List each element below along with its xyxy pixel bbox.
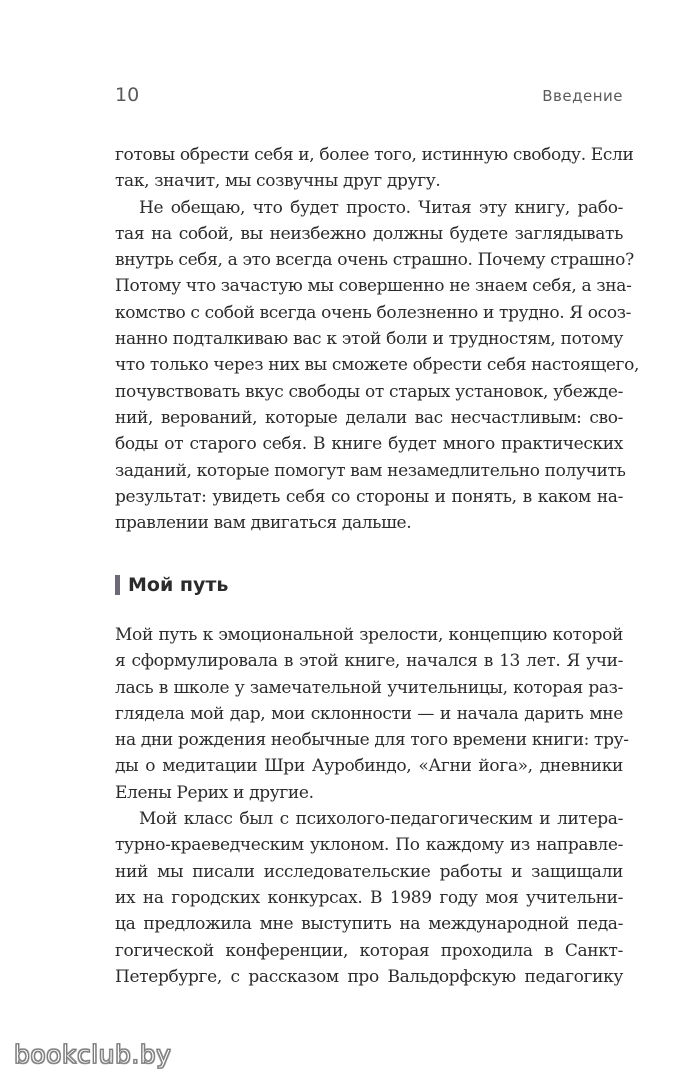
text-line: ний, верований, которые делали вас несчастливым: сво- — [115, 407, 623, 428]
text-line: заданий, которые помогут вам незамедлительно получить — [115, 460, 626, 481]
page-header — [115, 84, 623, 112]
text-line: я сформулировала в этой книге, начался в 13 лет. Я учи- — [115, 651, 623, 672]
text-line: турно-краеведческим уклоном. По каждому из направле- — [115, 835, 623, 856]
text-line: ний мы писали исследовательские работы и защищали — [115, 861, 623, 882]
text-line: гогической конференции, которая проходила в Санкт- — [115, 940, 623, 961]
text-line: Потому что зачастую мы совершенно не знаем себя, а зна- — [115, 276, 632, 297]
text-line: Елены Рерих и другие. — [115, 782, 314, 803]
text-line: на дни рождения необычные для того времени книги: тру- — [115, 730, 629, 751]
text-line: нанно подталкиваю вас к этой боли и трудностям, потому — [115, 329, 623, 350]
text-line: тая на собой, вы неизбежно должны будете заглядывать — [115, 223, 623, 244]
text-line: так, значит, мы созвучны друг другу. — [115, 171, 441, 192]
text-line: готовы обрести себя и, более того, истинную свободу. Если — [115, 145, 634, 165]
watermark: bookclub.by — [14, 1040, 172, 1069]
text-line: почувствовать вкус свободы от старых установок, убежде- — [115, 381, 623, 402]
text-line: лась в школе у замечательной учительницы, которая раз- — [115, 677, 623, 698]
running-head: Введение — [542, 87, 623, 105]
text-line: комство с собой всегда очень болезненно и трудно. Я осоз- — [115, 302, 632, 323]
text-line: правлении вам двигаться дальше. — [115, 513, 412, 534]
text-line: глядела мой дар, мои склонности — и начала дарить мне — [115, 703, 623, 724]
text-line: ца предложила мне выступить на международной педа- — [115, 914, 623, 935]
text-line: Мой класс был с психолого-педагогическим и литера- — [139, 809, 623, 830]
section-text — [115, 622, 629, 990]
text-line: их на городских конкурсах. В 1989 году моя учительни- — [115, 887, 623, 908]
text-line: результат: увидеть себя со стороны и понять, в каком на- — [115, 486, 623, 507]
text-line: внутрь себя, а это всегда очень страшно. Почему страшно? — [115, 250, 634, 271]
section-title: Мой путь — [128, 574, 229, 596]
text-line: Мой путь к эмоциональной зрелости, концепцию которой — [115, 625, 623, 645]
text-line: Петербурге, с рассказом про Вальдорфскую педагогику — [115, 966, 623, 987]
heading-marker — [115, 575, 120, 595]
text-line: Не обещаю, что будет просто. Читая эту книгу, рабо- — [139, 197, 623, 218]
text-line: боды от старого себя. В книге будет много практических — [115, 434, 623, 455]
page-number: 10 — [115, 84, 140, 106]
text-line: что только через них вы сможете обрести себя настоящего, — [115, 355, 640, 376]
text-line: ды о медитации Шри Ауробиндо, «Агни йога», дневники — [115, 756, 623, 777]
section-heading — [115, 570, 228, 600]
intro-text — [115, 142, 640, 536]
